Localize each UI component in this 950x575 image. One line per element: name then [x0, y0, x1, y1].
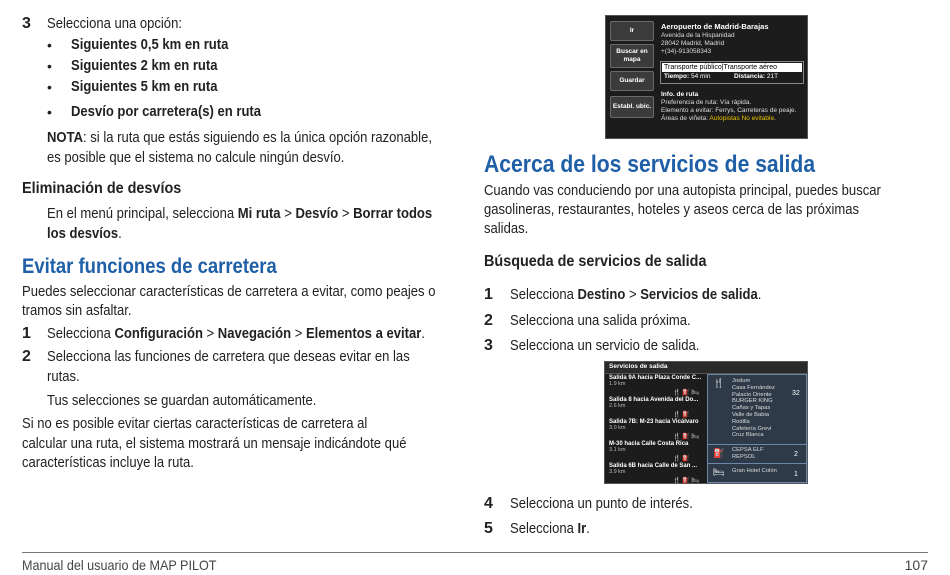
note-text: : si la ruta que estás siguiendo es la única opción razonable,: [83, 130, 432, 146]
paragraph-text: Si no es posible evitar ciertas características de carretera al: [22, 416, 368, 432]
exit-distance: 1.9 km: [609, 381, 626, 387]
save-button[interactable]: Guardar: [610, 71, 654, 91]
service-icons-row: 🍴 ⛽: [673, 412, 690, 418]
poi-name: Cañas y Tapas: [732, 405, 771, 412]
menu-ref-mi-ruta: Mi ruta: [237, 206, 281, 222]
option-label: Desvío por carretera(s) en ruta: [71, 104, 262, 120]
paragraph: [484, 181, 925, 201]
step-number: 3: [22, 15, 31, 32]
option-label: Siguientes 5 km en ruta: [71, 79, 218, 95]
route-info-text: Áreas de viñeta:: [661, 115, 710, 122]
poi-name: REPSOL: [732, 453, 756, 460]
step-text: Selecciona: [510, 287, 578, 303]
punctuation: .: [586, 521, 590, 537]
divider: [708, 463, 806, 464]
step-text: Selecciona: [510, 521, 578, 537]
paragraph-text: características incluye la ruta.: [22, 455, 194, 471]
separator: >: [625, 287, 641, 303]
step-3: [484, 336, 700, 356]
paragraph: [22, 414, 406, 434]
punctuation: .: [421, 326, 425, 342]
services-panel: [707, 374, 807, 483]
exit-distance: 3.0 km: [609, 425, 626, 431]
step-text: Selecciona un punto de interés.: [510, 496, 693, 512]
note-continued: [47, 148, 377, 168]
divider: [708, 444, 806, 445]
poi-name: BURGER KING: [732, 398, 773, 405]
transport-tabs: Transporte público|Transporte aéreo: [662, 63, 802, 72]
step-number: 4: [484, 495, 493, 512]
paragraph-text: calcular una ruta, el sistema mostrará un mensaje indicándote qué: [22, 436, 407, 452]
distance-readout: [734, 73, 778, 81]
step-4: [484, 494, 693, 514]
time-label: Tiempo:: [664, 73, 690, 80]
fuel-count: 2: [794, 451, 798, 458]
step-2-continued: [47, 367, 83, 387]
step-2: [484, 311, 691, 331]
phone-number: +(34)-913058343: [661, 48, 712, 55]
paragraph: [484, 219, 533, 239]
tab-label: Transporte aéreo: [723, 64, 777, 71]
route-info-line: Elemento a evitar: Ferrys, Carreteras de peaje.: [661, 107, 797, 114]
step-2: [22, 347, 410, 367]
service-icons-row: 🍴 ⛽ 🛏: [673, 434, 699, 440]
footer-title-text: Manual del usuario de MAP PILOT: [22, 557, 217, 573]
paragraph: [22, 282, 481, 302]
route-info-line: Preferencia de ruta: Vía rápida.: [661, 99, 752, 106]
bullet: •: [47, 37, 52, 53]
restaurant-count: 32: [792, 390, 800, 397]
paragraph: [22, 453, 213, 473]
route-info-title: Info. de ruta: [661, 91, 699, 98]
service-icons-row: 🍴 ⛽ 🛏: [673, 390, 699, 396]
note-text: es posible que el sistema no calcule ningún desvío.: [47, 150, 345, 166]
elim-instruction-continued: [47, 224, 130, 244]
go-button[interactable]: Ir: [610, 21, 654, 41]
paragraph: [22, 301, 144, 321]
poi-name: Rodilla: [732, 418, 750, 425]
poi-name: Palacio Oriente: [732, 391, 772, 398]
time-readout: [664, 73, 711, 81]
hotel-count: 1: [794, 471, 798, 478]
menu-ref-navegacion: Navegación: [217, 326, 292, 342]
place-title: Aeropuerto de Madrid-Barajas: [661, 22, 769, 31]
tab-label: Transporte público: [664, 64, 722, 71]
device-screenshot-exit-services: [604, 361, 808, 484]
find-on-map-button[interactable]: Buscar en mapa: [610, 44, 654, 68]
route-info-warning: Autopistas No evitable.: [709, 115, 776, 122]
hotel-list[interactable]: [732, 468, 777, 475]
exit-name: Salida 6B hacia Calle de San ...: [609, 463, 698, 469]
distance-value: 21T: [766, 73, 779, 80]
paragraph: [22, 434, 449, 454]
restaurant-icon: 🍴: [713, 378, 725, 388]
poi-name: Joslum: [732, 378, 751, 384]
separator: >: [291, 326, 306, 342]
service-icons-column: [673, 382, 699, 492]
paragraph-text: gasolineras, restaurantes, hoteles y aseos cerca de las próximas: [484, 202, 860, 218]
elim-instruction: [47, 204, 475, 224]
step-number: 1: [22, 325, 31, 342]
poi-name: Valle de Babia: [732, 411, 769, 418]
section-heading: Eliminación de desvíos: [22, 180, 182, 197]
menu-ref-configuracion: Configuración: [114, 326, 203, 342]
screen-header: [605, 362, 807, 374]
step-number: 1: [484, 286, 493, 303]
restaurant-list[interactable]: [732, 378, 775, 439]
note-text: Tus selecciones se guardan automáticamente.: [47, 393, 317, 409]
step-number: 5: [484, 520, 493, 537]
option-label: Siguientes 2 km en ruta: [71, 58, 218, 74]
step-text: Selecciona una opción:: [47, 16, 182, 32]
paragraph-text: Cuando vas conduciendo por una autopista principal, puedes buscar: [484, 183, 881, 199]
section-heading: Búsqueda de servicios de salida: [484, 253, 707, 270]
exit-name: Salida 9A hacia Plaza Conde C...: [609, 375, 702, 381]
page-number: 107: [904, 557, 928, 573]
poi-name: CEPSA ELF: [732, 447, 764, 453]
punctuation: .: [757, 287, 762, 303]
bullet: •: [47, 58, 52, 74]
option-label: Siguientes 0,5 km en ruta: [71, 37, 229, 53]
step-5: [484, 519, 590, 539]
menu-ref-ir: Ir: [577, 521, 587, 537]
step-number: 3: [484, 337, 493, 354]
instruction-text: En el menú principal, selecciona: [47, 206, 238, 222]
time-value: 54 min: [690, 73, 711, 80]
hotel-icon: 🛏: [713, 467, 725, 477]
route-summary-box[interactable]: [660, 61, 804, 84]
step-1: [22, 324, 425, 344]
service-icons-row: 🍴 ⛽ 🛏: [673, 478, 699, 484]
service-icons-row: 🍴 ⛽: [673, 456, 690, 462]
exit-name: M-30 hacia Calle Costa Rica: [609, 441, 689, 447]
section-title-evitar: Evitar funciones de carretera: [22, 255, 277, 278]
menu-ref-elementos: Elementos a evitar: [305, 326, 422, 342]
step-1: [484, 285, 762, 305]
poi-name: Gran Hotel Colón: [732, 468, 777, 474]
step-3: [22, 14, 182, 34]
menu-ref-borrar: Borrar todos: [353, 206, 433, 222]
poi-name: Cafetería Grevi: [732, 425, 772, 432]
device-screenshot-destination: [605, 15, 808, 139]
paragraph: [484, 200, 901, 220]
step-text: Selecciona: [47, 326, 115, 342]
menu-ref-borrar-cont: los desvíos: [47, 226, 119, 242]
footer-rule: [22, 552, 928, 553]
step-text: Selecciona un servicio de salida.: [510, 338, 700, 354]
bullet: •: [47, 104, 52, 120]
distance-label: Distancia:: [734, 73, 766, 80]
step-text: rutas.: [47, 369, 80, 385]
paragraph-text: tramos sin asfaltar.: [22, 303, 132, 319]
note-label: NOTA: [47, 130, 84, 146]
address-line: Avenida de la Hispanidad: [661, 32, 735, 39]
separator: >: [338, 206, 354, 222]
route-info-line: [661, 115, 776, 123]
exit-distance: 3.1 km: [609, 447, 626, 453]
exit-name: Salida 7B: M-23 hacia Vicálvaro: [609, 419, 699, 425]
paragraph-text: Puedes seleccionar características de carretera a evitar, como peajes o: [22, 284, 436, 300]
step-number: 2: [22, 348, 31, 365]
step-number: 2: [484, 312, 493, 329]
fuel-icon: ⛽: [713, 448, 725, 458]
step-text: Selecciona una salida próxima.: [510, 313, 691, 329]
poi-name: Cruz Blanca: [732, 432, 764, 439]
bullet: •: [47, 79, 52, 95]
separator: >: [280, 206, 296, 222]
paragraph-text: salidas.: [484, 221, 529, 237]
punctuation: .: [118, 226, 122, 242]
step-text: Selecciona las funciones de carretera que deseas evitar en las: [47, 349, 410, 365]
menu-ref-desvio: Desvío: [295, 206, 339, 222]
exit-distance: 3.9 km: [609, 469, 626, 475]
step-2-note: [47, 391, 346, 411]
exit-distance: 2.6 km: [609, 403, 626, 409]
fuel-list[interactable]: [732, 447, 764, 461]
separator: >: [202, 326, 218, 342]
footer-title: [22, 555, 238, 575]
menu-ref-servicios: Servicios de salida: [640, 287, 758, 303]
exit-name: Salida 8 hacia Avenida del Do...: [609, 397, 699, 403]
set-location-button[interactable]: Establ. ubic.: [610, 96, 654, 118]
section-title-salida: Acerca de los servicios de salida: [484, 151, 816, 178]
screen-title: Servicios de salida: [609, 363, 668, 370]
menu-ref-destino: Destino: [577, 287, 626, 303]
note: [47, 128, 475, 148]
poi-name: Casa Fernández: [732, 384, 775, 391]
address-line: 28042 Madrid, Madrid: [661, 40, 725, 47]
